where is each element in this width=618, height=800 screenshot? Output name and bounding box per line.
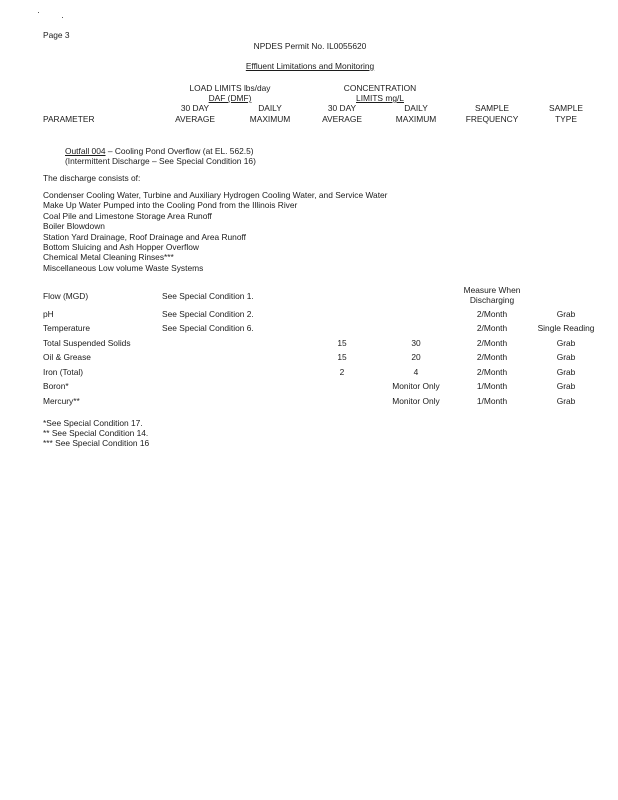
discharge-item: Miscellaneous Low volume Waste Systems [43, 262, 204, 273]
conc-avg-header-2: AVERAGE [322, 114, 362, 124]
load-limits-heading: LOAD LIMITS lbs/day [189, 83, 271, 93]
row-special-condition: See Special Condition 6. [162, 323, 254, 333]
row-conc-max: 30 [411, 338, 421, 348]
discharge-item: Bottom Sluicing and Ash Hopper Overflow [43, 242, 199, 252]
frequency-note-1: Measure When [463, 285, 521, 295]
outfall-label: Outfall 004 [65, 146, 106, 156]
concentration-heading: CONCENTRATION [343, 83, 417, 93]
section-title: Effluent Limitations and Monitoring [245, 61, 375, 71]
row-conc-max: Monitor Only [392, 381, 440, 391]
discharge-item: Coal Pile and Limestone Storage Area Runoff [43, 210, 212, 221]
row-special-condition: See Special Condition 2. [162, 309, 254, 319]
discharge-item: Station Yard Drainage, Roof Drainage and Area Runoff [43, 231, 246, 242]
footnote: *See Special Condition 17. [43, 418, 143, 428]
discharge-item: Make Up Water Pumped into the Cooling Pond from the Illinois River [43, 200, 298, 211]
parameter-column-header: PARAMETER [43, 114, 95, 124]
row-sample-type: Grab [556, 338, 576, 348]
row-sample-type: Grab [556, 352, 576, 362]
row-parameter: pH [43, 309, 54, 319]
row-sample-type: Grab [556, 309, 576, 319]
outfall-subtitle: (Intermittent Discharge – See Special Condition 16) [65, 156, 256, 166]
permit-number: NPDES Permit No. IL0055620 [253, 41, 367, 51]
footnote: ** See Special Condition 14. [43, 427, 149, 438]
row-frequency: 1/Month [476, 396, 508, 406]
row-parameter: Flow (MGD) [43, 291, 89, 301]
row-parameter: Iron (Total) [43, 367, 84, 377]
discharge-item: Chemical Metal Cleaning Rinses*** [43, 252, 174, 263]
type-header-1: SAMPLE [549, 103, 583, 113]
discharge-item: Condenser Cooling Water, Turbine and Auxiliary Hydrogen Cooling Water, and Service Water [43, 190, 388, 200]
row-sample-type: Grab [556, 396, 576, 406]
row-frequency: 2/Month [476, 309, 508, 319]
load-avg-header-1: 30 DAY [180, 103, 210, 113]
outfall-title [65, 147, 254, 155]
row-frequency: 2/Month [476, 323, 508, 333]
row-frequency: 2/Month [476, 352, 508, 362]
row-parameter: Oil & Grease [43, 352, 91, 362]
conc-max-header-2: MAXIMUM [395, 114, 437, 124]
row-frequency: 1/Month [476, 381, 508, 391]
conc-avg-header-1: 30 DAY [327, 103, 357, 113]
row-conc-max: Monitor Only [392, 396, 440, 406]
row-parameter: Total Suspended Solids [43, 338, 131, 348]
row-conc-avg: 15 [337, 352, 347, 362]
discharge-item: Boiler Blowdown [43, 221, 105, 232]
row-frequency: 2/Month [476, 367, 508, 377]
scan-speck [38, 12, 39, 13]
conc-max-header-1: DAILY [404, 103, 428, 113]
type-header-2: TYPE [555, 114, 577, 124]
row-special-condition: See Special Condition 1. [162, 291, 254, 301]
row-conc-avg: 15 [337, 338, 347, 348]
row-sample-type: Grab [556, 381, 576, 391]
row-sample-type: Single Reading [537, 323, 595, 333]
frequency-header-2: FREQUENCY [465, 114, 519, 124]
frequency-note-2: Discharging [469, 295, 515, 305]
outfall-title-rest: – Cooling Pond Overflow (at EL. 562.5) [105, 146, 254, 156]
load-max-header-2: MAXIMUM [249, 114, 291, 124]
frequency-header-1: SAMPLE [475, 103, 509, 113]
load-limits-subheading: DAF (DMF) [208, 93, 252, 103]
footnote: *** See Special Condition 16 [43, 437, 150, 448]
concentration-subheading: LIMITS mg/L [356, 93, 404, 103]
row-conc-max: 4 [413, 367, 419, 377]
discharge-intro: The discharge consists of: [43, 173, 141, 183]
row-parameter: Mercury** [43, 396, 80, 406]
load-avg-header-2: AVERAGE [175, 114, 215, 124]
row-frequency: 2/Month [476, 338, 508, 348]
scan-speck [62, 17, 63, 18]
row-sample-type: Grab [556, 367, 576, 377]
load-max-header-1: DAILY [258, 103, 282, 113]
row-parameter: Temperature [43, 323, 91, 333]
row-conc-max: 20 [411, 352, 421, 362]
row-parameter: Boron* [43, 381, 69, 391]
row-conc-avg: 2 [339, 367, 345, 377]
page-label: Page 3 [43, 30, 70, 40]
